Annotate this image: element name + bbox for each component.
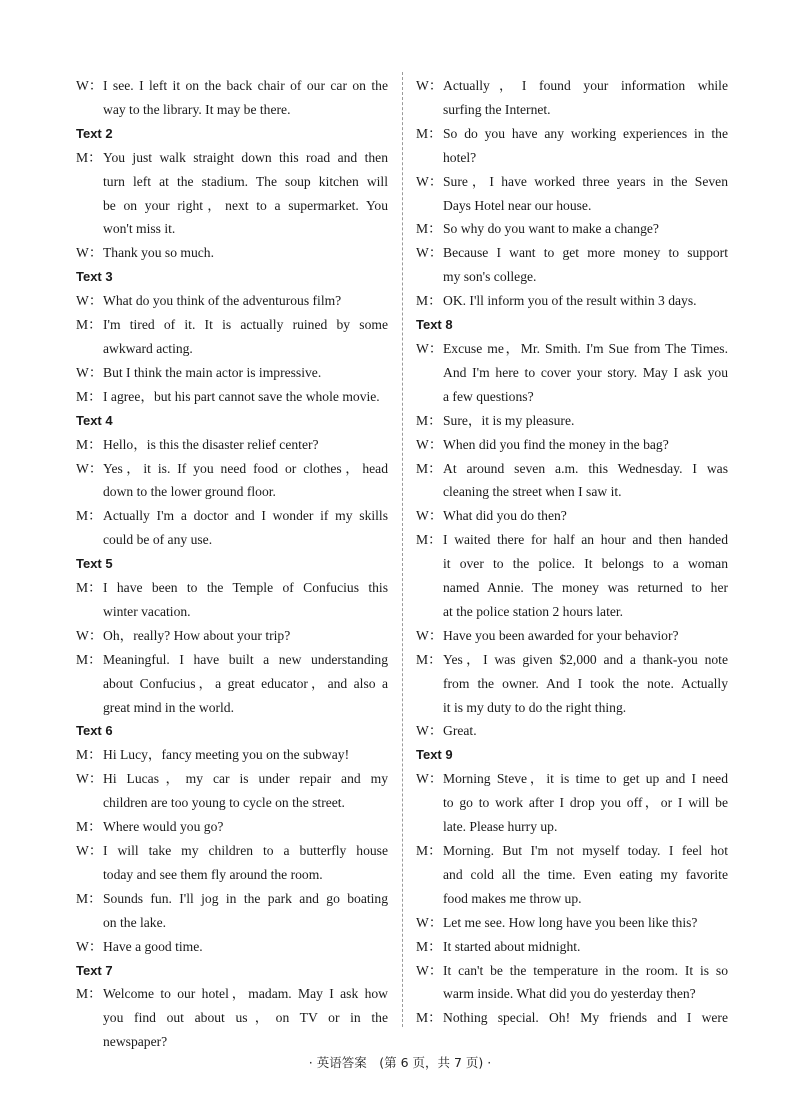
- dialogue-text: Yes，I was given $2,000 and a thank-you note: [443, 651, 728, 667]
- dialogue-line: [76, 791, 388, 815]
- dialogue-text: it over to the police. It belongs to a woman: [443, 556, 728, 572]
- speaker-label: W：: [416, 340, 443, 356]
- speaker-label: M：: [76, 890, 102, 906]
- speaker-label: M：: [76, 747, 102, 763]
- dialogue-text: could be of any use.: [103, 532, 213, 548]
- dialogue-text: And I'm here to cover your story. May I ask you: [443, 364, 728, 380]
- speaker-label: M：: [416, 221, 442, 237]
- speaker-label: W：: [416, 914, 443, 930]
- dialogue-line: [416, 170, 728, 194]
- dialogue-line: [416, 815, 728, 839]
- dialogue-line: [416, 504, 728, 528]
- dialogue-line: [416, 959, 728, 983]
- dialogue-line: [416, 122, 728, 146]
- section-heading: Text 5: [76, 556, 113, 572]
- dialogue-line: [76, 839, 388, 863]
- dialogue-line: [76, 289, 388, 313]
- dialogue-text: and cold all the time. Even eating my favorite: [443, 866, 728, 882]
- dialogue-text: So why do you want to make a change?: [443, 221, 659, 237]
- dialogue-line: [76, 672, 388, 696]
- speaker-label: W：: [416, 771, 443, 787]
- dialogue-line: [416, 528, 728, 552]
- dialogue-line: [76, 576, 388, 600]
- dialogue-text: Hello，is this the disaster relief center?: [103, 436, 319, 452]
- dialogue-text: Great.: [443, 723, 477, 739]
- dialogue-text: Sure，it is my pleasure.: [443, 412, 575, 428]
- dialogue-line: [416, 74, 728, 98]
- dialogue-text: about Confucius，a great educator，and also a: [103, 675, 388, 691]
- speaker-label: M：: [76, 436, 102, 452]
- dialogue-text: children are too young to cycle on the street.: [103, 795, 345, 811]
- speaker-label: [76, 194, 103, 218]
- dialogue-line: [416, 696, 728, 720]
- section-heading: Text 4: [76, 412, 113, 428]
- speaker-label: W：: [76, 938, 103, 954]
- speaker-label: [416, 385, 443, 409]
- dialogue-line: [416, 385, 728, 409]
- dialogue-text: Oh，really? How about your trip?: [103, 627, 291, 643]
- dialogue-line: [416, 1006, 728, 1030]
- speaker-label: W：: [76, 627, 103, 643]
- dialogue-text: cleaning the street when I saw it.: [443, 484, 622, 500]
- speaker-label: [416, 265, 443, 289]
- dialogue-text: Sounds fun. I'll jog in the park and go boating: [103, 890, 388, 906]
- dialogue-text: Thank you so much.: [103, 245, 215, 261]
- speaker-label: [76, 911, 103, 935]
- dialogue-line: [76, 480, 388, 504]
- speaker-label: W：: [416, 173, 443, 189]
- dialogue-text: I will take my children to a butterfly house: [103, 843, 388, 858]
- dialogue-line: [76, 600, 388, 624]
- dialogue-line: [76, 863, 388, 887]
- dialogue-text: So do you have any working experiences in the: [443, 125, 728, 141]
- dialogue-line: [76, 696, 388, 720]
- dialogue-text: But I think the main actor is impressive.: [103, 364, 322, 380]
- dialogue-line: [416, 767, 728, 791]
- speaker-label: [76, 1030, 103, 1054]
- dialogue-text: you find out about us，on TV or in the: [103, 1010, 388, 1026]
- dialogue-line: [416, 887, 728, 911]
- dialogue-line: [416, 361, 728, 385]
- dialogue-text: Because I want to get more money to support: [443, 245, 728, 261]
- section-heading: Text 3: [76, 269, 113, 285]
- section-heading: Text 6: [76, 723, 113, 739]
- dialogue-text: a few questions?: [443, 388, 534, 404]
- speaker-label: [76, 217, 103, 241]
- dialogue-line: [76, 624, 388, 648]
- speaker-label: [416, 887, 443, 911]
- speaker-label: M：: [76, 149, 102, 165]
- speaker-label: [76, 600, 103, 624]
- dialogue-text: on the lake.: [103, 914, 167, 930]
- dialogue-line: [76, 457, 388, 481]
- dialogue-line: [416, 194, 728, 218]
- dialogue-line: [76, 217, 388, 241]
- dialogue-text: It started about midnight.: [443, 938, 581, 954]
- dialogue-line: [76, 1006, 388, 1030]
- dialogue-line: [76, 528, 388, 552]
- dialogue-text: I waited there for half an hour and then handed: [443, 532, 728, 548]
- dialogue-text: You just walk straight down this road and then: [103, 149, 388, 165]
- page-footer: · 英语答案 (第 6 页，共 7 页) ·: [308, 1055, 492, 1070]
- speaker-label: [416, 672, 443, 696]
- speaker-label: W：: [416, 962, 443, 978]
- speaker-label: M：: [76, 819, 102, 835]
- speaker-label: [76, 791, 103, 815]
- dialogue-text: Where would you go?: [103, 819, 224, 835]
- dialogue-line: [76, 98, 388, 122]
- speaker-label: [76, 98, 103, 122]
- speaker-label: [416, 361, 443, 385]
- speaker-label: M：: [416, 938, 442, 954]
- dialogue-text: won't miss it.: [103, 221, 176, 237]
- speaker-label: [76, 337, 103, 361]
- dialogue-line: [416, 433, 728, 457]
- dialogue-text: Let me see. How long have you been like this?: [443, 914, 698, 930]
- speaker-label: [416, 863, 443, 887]
- dialogue-line: [416, 863, 728, 887]
- speaker-label: M：: [416, 1010, 442, 1026]
- dialogue-text: today and see them fly around the room.: [103, 866, 323, 882]
- dialogue-text: Excuse me，Mr. Smith. I'm Sue from The Times.: [443, 340, 728, 356]
- speaker-label: W：: [416, 723, 443, 739]
- dialogue-line: [76, 433, 388, 457]
- dialogue-line: [416, 648, 728, 672]
- speaker-label: [76, 170, 103, 194]
- dialogue-text: be on your right，next to a supermarket. You: [103, 197, 388, 213]
- dialogue-line: [416, 289, 728, 313]
- dialogue-text: OK. I'll inform you of the result within 3 days.: [443, 293, 697, 309]
- column-divider: [402, 72, 403, 1027]
- dialogue-line: [76, 743, 388, 767]
- dialogue-text: Sure，I have worked three years in the Seven: [443, 173, 728, 189]
- speaker-label: M：: [416, 843, 442, 858]
- dialogue-line: [76, 887, 388, 911]
- dialogue-text: it is my duty to do the right thing.: [443, 699, 627, 715]
- dialogue-text: to go to work after I drop you off，or I will be: [443, 795, 728, 811]
- speaker-label: [76, 863, 103, 887]
- dialogue-line: [76, 194, 388, 218]
- dialogue-text: At around seven a.m. this Wednesday. I was: [443, 460, 728, 476]
- speaker-label: M：: [76, 651, 102, 667]
- speaker-label: W：: [76, 771, 103, 787]
- dialogue-text: surfing the Internet.: [443, 101, 551, 117]
- dialogue-line: [76, 385, 388, 409]
- speaker-label: M：: [416, 532, 442, 548]
- dialogue-text: warm inside. What did you do yesterday then?: [443, 986, 696, 1002]
- dialogue-line: [416, 600, 728, 624]
- dialogue-line: [416, 146, 728, 170]
- dialogue-line: [76, 170, 388, 194]
- dialogue-text: named Annie. The money was returned to her: [443, 580, 728, 596]
- speaker-label: W：: [76, 293, 103, 309]
- dialogue-text: Yes，it is. If you need food or clothes，head: [103, 460, 388, 476]
- dialogue-text: winter vacation.: [103, 603, 191, 619]
- dialogue-line: [416, 911, 728, 935]
- dialogue-text: Morning Steve，it is time to get up and I need: [443, 771, 728, 787]
- speaker-label: M：: [76, 388, 102, 404]
- dialogue-text: I'm tired of it. It is actually ruined by some: [103, 317, 388, 333]
- speaker-label: M：: [76, 317, 102, 333]
- dialogue-line: [76, 982, 388, 1006]
- dialogue-line: [76, 74, 388, 98]
- speaker-label: W：: [416, 436, 443, 452]
- dialogue-line: [76, 313, 388, 337]
- dialogue-line: [76, 767, 388, 791]
- dialogue-text: I have been to the Temple of Confucius this: [103, 580, 388, 596]
- speaker-label: [416, 194, 443, 218]
- speaker-label: M：: [76, 986, 102, 1002]
- speaker-label: [76, 1006, 103, 1030]
- speaker-label: M：: [76, 508, 102, 524]
- speaker-label: M：: [416, 460, 442, 476]
- dialogue-line: [76, 361, 388, 385]
- dialogue-text: What did you do then?: [443, 508, 567, 524]
- speaker-label: [416, 600, 443, 624]
- speaker-label: W：: [76, 78, 103, 93]
- dialogue-text: Hi Lucy，fancy meeting you on the subway!: [103, 747, 350, 763]
- speaker-label: [416, 146, 443, 170]
- dialogue-line: [416, 265, 728, 289]
- dialogue-text: I see. I left it on the back chair of our car on the: [103, 78, 388, 93]
- dialogue-text: Welcome to our hotel，madam. May I ask how: [103, 986, 388, 1002]
- speaker-label: [416, 982, 443, 1006]
- speaker-label: W：: [76, 364, 103, 380]
- speaker-label: W：: [416, 508, 443, 524]
- dialogue-text: Days Hotel near our house.: [443, 197, 592, 213]
- speaker-label: M：: [76, 580, 102, 596]
- dialogue-line: [416, 217, 728, 241]
- dialogue-text: at the police station 2 hours later.: [443, 603, 624, 619]
- dialogue-text: great mind in the world.: [103, 699, 234, 715]
- dialogue-line: [416, 935, 728, 959]
- dialogue-line: [76, 337, 388, 361]
- section-heading: Text 9: [416, 747, 453, 763]
- dialogue-line: [416, 982, 728, 1006]
- speaker-label: W：: [416, 78, 443, 93]
- dialogue-line: [76, 504, 388, 528]
- dialogue-text: It can't be the temperature in the room. It is so: [443, 962, 728, 978]
- dialogue-line: [76, 911, 388, 935]
- speaker-label: W：: [416, 627, 443, 643]
- dialogue-text: Hi Lucas，my car is under repair and my: [103, 771, 388, 787]
- dialogue-line: [76, 815, 388, 839]
- dialogue-text: Morning. But I'm not myself today. I feel hot: [443, 843, 728, 858]
- speaker-label: [416, 480, 443, 504]
- dialogue-text: What do you think of the adventurous film?: [103, 293, 342, 309]
- speaker-label: W：: [76, 460, 103, 476]
- speaker-label: W：: [76, 245, 103, 261]
- dialogue-text: down to the lower ground floor.: [103, 484, 276, 500]
- speaker-label: [76, 528, 103, 552]
- dialogue-text: late. Please hurry up.: [443, 819, 558, 835]
- speaker-label: W：: [416, 245, 443, 261]
- speaker-label: [416, 552, 443, 576]
- dialogue-line: [76, 935, 388, 959]
- dialogue-text: way to the library. It may be there.: [103, 101, 291, 117]
- dialogue-text: food makes me throw up.: [443, 890, 582, 906]
- dialogue-text: hotel?: [443, 149, 477, 165]
- speaker-label: [416, 815, 443, 839]
- speaker-label: [76, 672, 103, 696]
- dialogue-text: turn left at the stadium. The soup kitchen will: [103, 173, 388, 189]
- speaker-label: M：: [416, 651, 442, 667]
- section-heading: Text 8: [416, 317, 453, 333]
- dialogue-line: [416, 624, 728, 648]
- dialogue-text: Have a good time.: [103, 938, 203, 954]
- speaker-label: [416, 791, 443, 815]
- dialogue-line: [416, 480, 728, 504]
- dialogue-line: [416, 791, 728, 815]
- dialogue-text: Actually，I found your information while: [443, 78, 728, 93]
- dialogue-line: [416, 576, 728, 600]
- dialogue-text: awkward acting.: [103, 340, 193, 356]
- dialogue-text: my son's college.: [443, 269, 537, 285]
- dialogue-line: [76, 648, 388, 672]
- dialogue-line: [416, 457, 728, 481]
- dialogue-line: [416, 409, 728, 433]
- speaker-label: W：: [76, 843, 103, 858]
- dialogue-line: [76, 241, 388, 265]
- dialogue-text: newspaper?: [103, 1034, 168, 1050]
- dialogue-line: [76, 1030, 388, 1054]
- dialogue-line: [416, 672, 728, 696]
- dialogue-text: When did you find the money in the bag?: [443, 436, 669, 452]
- speaker-label: [416, 576, 443, 600]
- speaker-label: M：: [416, 412, 442, 428]
- dialogue-text: I agree，but his part cannot save the whole movie.: [103, 388, 380, 404]
- dialogue-line: [416, 552, 728, 576]
- left-column: [76, 74, 388, 1054]
- dialogue-line: [416, 98, 728, 122]
- dialogue-text: Meaningful. I have built a new understanding: [103, 651, 388, 667]
- speaker-label: [76, 480, 103, 504]
- dialogue-text: Nothing special. Oh! My friends and I were: [443, 1010, 728, 1026]
- speaker-label: [76, 696, 103, 720]
- speaker-label: M：: [416, 125, 442, 141]
- section-heading: Text 7: [76, 962, 113, 978]
- section-heading: Text 2: [76, 125, 113, 141]
- speaker-label: [416, 696, 443, 720]
- dialogue-line: [416, 241, 728, 265]
- dialogue-line: [416, 839, 728, 863]
- dialogue-line: [416, 337, 728, 361]
- speaker-label: [416, 98, 443, 122]
- dialogue-line: [76, 146, 388, 170]
- right-column: [416, 74, 728, 1030]
- dialogue-text: from the owner. And I took the note. Actually: [443, 675, 728, 691]
- speaker-label: M：: [416, 293, 442, 309]
- dialogue-line: [416, 719, 728, 743]
- dialogue-text: Actually I'm a doctor and I wonder if my skills: [103, 508, 388, 524]
- dialogue-text: Have you been awarded for your behavior?: [443, 627, 679, 643]
